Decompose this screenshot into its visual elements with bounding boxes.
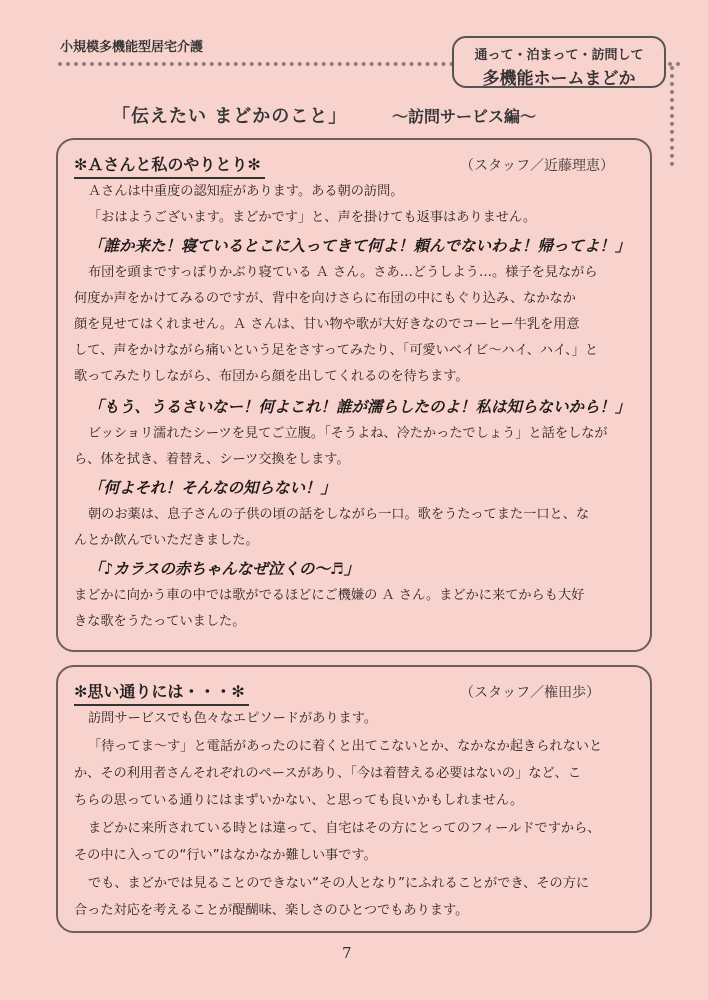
heading-underline	[74, 704, 249, 706]
body-line: 訪問サービスでも色々なエピソードがあります。	[88, 711, 378, 726]
body-line: その中に入っての“行い”はなかなか難しい事です。	[74, 848, 377, 863]
body-line: 歌ってみたりしながら、布団から顔を出してくれるのを待ちます。	[74, 369, 469, 384]
body-line: 「おはようございます。まどかです」と、声を掛けても返事はありません。	[88, 210, 537, 225]
body-line: 朝のお薬は、息子さんの子供の頃の話をしながら一口。歌をうたってまた一口と、な	[88, 507, 590, 522]
staff-credit: （スタッフ／権田歩）	[460, 685, 600, 701]
page-subtitle: ～訪問サービス編～	[392, 107, 537, 126]
body-line: まどかに来所されている時とは違って、自宅はその方にとってのフィールドですから、	[88, 821, 601, 836]
body-line: ビッショリ濡れたシーツを見てご立腹。「そうよね、冷たかったでしょう」と話をしなが	[88, 426, 608, 441]
body-line: 顔を見せてはくれません。Ａ さんは、甘い物や歌が大好きなのでコーヒー牛乳を用意	[74, 317, 580, 332]
page-number: 7	[342, 944, 352, 962]
body-line: でも、まどかでは見ることのできない“その人となり”にふれることができ、その方に	[88, 876, 590, 891]
home-tagline: 通って・泊まって・訪問して	[474, 48, 644, 63]
body-line: まどかに向かう車の中では歌がでるほどにご機嫌の Ａ さん。まどかに来てからも大好	[74, 588, 585, 603]
right-dotted-border	[670, 66, 674, 166]
body-line: か、その利用者さんそれぞれのペースがあり、「今は着替える必要はないの」など、こ	[74, 766, 582, 781]
section-heading	[74, 152, 261, 175]
section-not-as-planned	[56, 665, 652, 933]
header-dotted-line	[58, 62, 454, 66]
quote-line: 「♪カラスの赤ちゃんなぜ泣くの～♬」	[88, 560, 360, 578]
staff-credit: （スタッフ／近藤理恵）	[460, 158, 614, 174]
organization-label: 小規模多機能型居宅介護	[60, 40, 204, 55]
home-name-box	[452, 36, 666, 88]
body-line: ちらの思っている通りにはまずいかない、と思っても良いかもしれません。	[74, 793, 524, 808]
body-line: ら、体を拭き、着替え、シーツ交換をします。	[74, 452, 350, 467]
quote-line: 「誰か来た！寝ているとこに入ってきて何よ！頼んでないわよ！帰ってよ！」	[88, 237, 631, 255]
section-heading-text: ✻思い通りには・・・✻	[74, 682, 245, 701]
quote-line: 「もう、うるさいなー！何よこれ！誰が濡らしたのよ！私は知らないから！」	[88, 398, 631, 416]
heading-underline	[74, 177, 265, 179]
section-a-san-episode	[56, 138, 652, 652]
body-line: 布団を頭まですっぽりかぶり寝ている Ａ さん。さあ…どうしよう…。様子を見ながら	[88, 265, 598, 280]
body-line: Ａさんは中重度の認知症があります。ある朝の訪問。	[88, 184, 404, 199]
body-line: 何度か声をかけてみるのですが、背中を向けさらに布団の中にもぐり込み、なかなか	[74, 291, 576, 306]
body-line: んとか飲んでいただきました。	[74, 533, 259, 548]
body-line: 合った対応を考えることが醍醐味、楽しさのひとつでもあります。	[74, 903, 469, 918]
body-line: きな歌をうたっていました。	[74, 614, 246, 629]
section-heading	[74, 679, 245, 702]
quote-line: 「何よそれ！そんなの知らない！」	[88, 479, 337, 497]
body-line: して、声をかけながら痛いという足をさすってみたり、「可愛いベイビ～ハイ、ハイ、」と	[74, 343, 599, 358]
body-line: 「待ってま～す」と電話があったのに着くと出てこないとか、なかなか起きられないと	[88, 739, 603, 754]
page-title: 「伝えたい まどかのこと」	[112, 106, 348, 127]
section-heading-text: ✻Ａさんと私のやりとり✻	[74, 155, 261, 174]
home-name: 多機能ホームまどか	[482, 69, 636, 89]
